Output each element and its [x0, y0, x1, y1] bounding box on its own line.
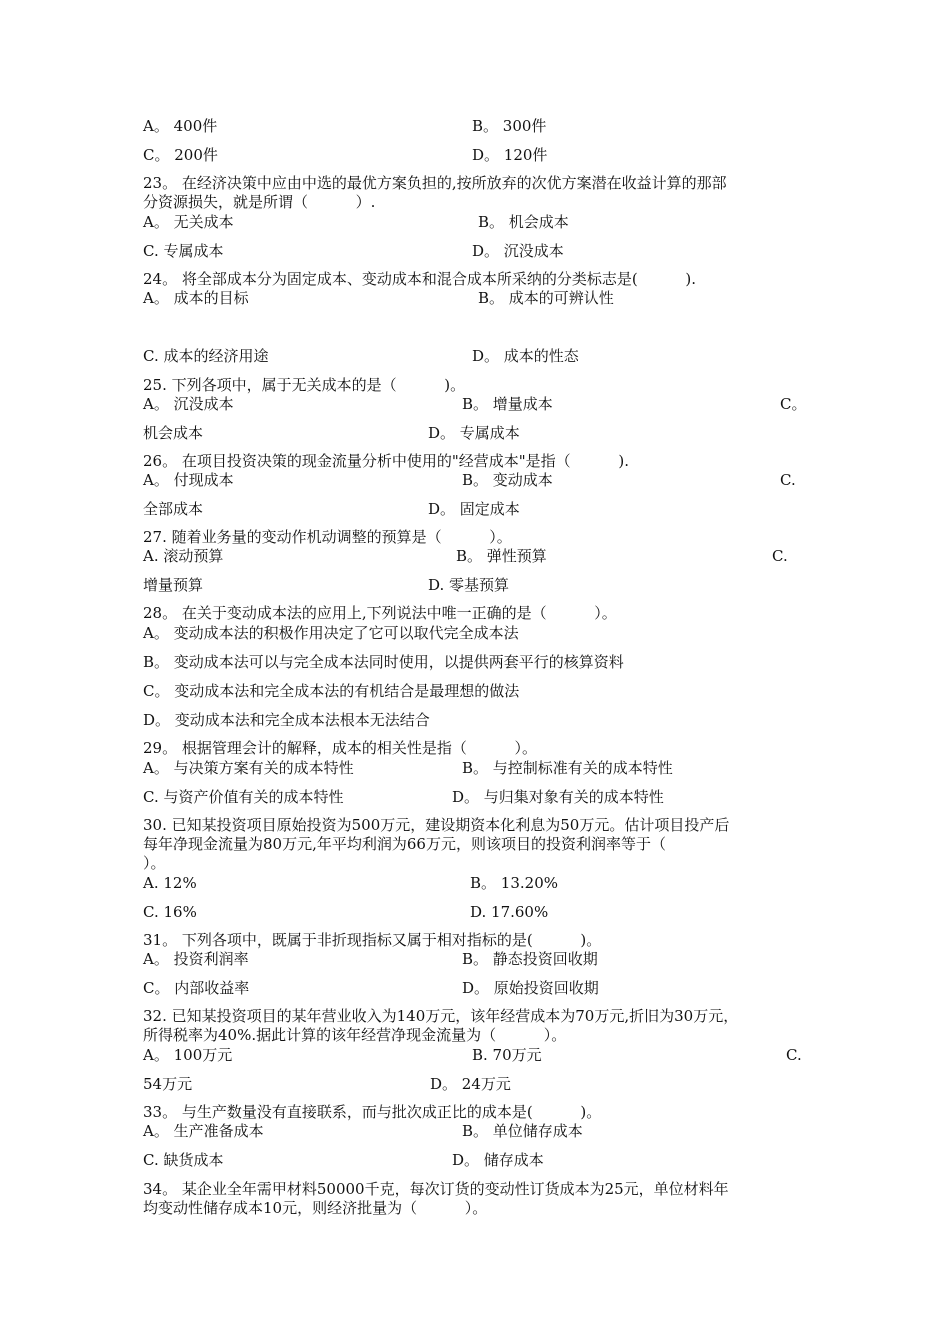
q22-option-a: A。 400件	[143, 117, 218, 135]
q23-option-a: A。 无关成本	[143, 213, 234, 231]
q30-stem-line3: ）。	[143, 854, 166, 872]
q30-option-d: D. 17.60%	[470, 903, 549, 921]
q24-option-c: C. 成本的经济用途	[143, 347, 269, 365]
q23-stem-line2: 分资源损失，就是所谓（ ）.	[143, 193, 376, 211]
q23-stem-line1: 23。 在经济决策中应由中选的最优方案负担的,按所放弃的次优方案潜在收益计算的那部	[143, 174, 727, 192]
q28-option-a: A。 变动成本法的积极作用决定了它可以取代完全成本法	[143, 624, 519, 642]
q25-stem: 25. 下列各项中，属于无关成本的是（ )。	[143, 376, 466, 394]
q27-option-a: A. 滚动预算	[143, 547, 224, 565]
q30-option-b: B。 13.20%	[470, 874, 558, 892]
q28-option-c: C。 变动成本法和完全成本法的有机结合是最理想的做法	[143, 682, 520, 700]
q28-stem: 28。 在关于变动成本法的应用上,下列说法中唯一正确的是（ ）。	[143, 604, 617, 622]
q33-option-b: B。 单位储存成本	[462, 1122, 583, 1140]
q32-option-c-text: 54万元	[143, 1075, 193, 1093]
q33-stem: 33。 与生产数量没有直接联系，而与批次成正比的成本是( )。	[143, 1103, 602, 1121]
q31-option-a: A。 投资利润率	[143, 950, 249, 968]
q22-option-b: B。 300件	[472, 117, 547, 135]
q32-option-d: D。 24万元	[430, 1075, 511, 1093]
q25-option-c-marker: C。	[780, 395, 807, 413]
q28-option-d: D。 变动成本法和完全成本法根本无法结合	[143, 711, 430, 729]
q24-option-a: A。 成本的目标	[143, 289, 249, 307]
q25-option-a: A。 沉没成本	[143, 395, 234, 413]
q22-option-d: D。 120件	[472, 146, 548, 164]
q27-option-d: D. 零基预算	[428, 576, 510, 594]
q29-option-d: D。 与归集对象有关的成本特性	[452, 788, 664, 806]
q31-option-c: C。 内部收益率	[143, 979, 250, 997]
q23-option-c: C. 专属成本	[143, 242, 224, 260]
q33-option-c: C. 缺货成本	[143, 1151, 224, 1169]
q32-stem-line1: 32. 已知某投资项目的某年营业收入为140万元，该年经营成本为70万元,折旧为30万元，	[143, 1007, 739, 1025]
q26-option-c-marker: C.	[780, 471, 796, 489]
q26-option-b: B。 变动成本	[462, 471, 553, 489]
q27-option-c-text: 增量预算	[143, 576, 204, 594]
q24-stem: 24。 将全部成本分为固定成本、变动成本和混合成本所采纳的分类标志是( ).	[143, 270, 697, 288]
q32-option-b: B. 70万元	[472, 1046, 542, 1064]
q31-option-b: B。 静态投资回收期	[462, 950, 598, 968]
q25-option-b: B。 增量成本	[462, 395, 553, 413]
q28-option-b: B。 变动成本法可以与完全成本法同时使用，以提供两套平行的核算资料	[143, 653, 624, 671]
q27-option-b: B。 弹性预算	[456, 547, 547, 565]
q30-stem-line1: 30. 已知某投资项目原始投资为500万元，建设期资本化利息为50万元。估计项目投产后	[143, 816, 730, 834]
q29-stem: 29。 根据管理会计的解释，成本的相关性是指（ ）。	[143, 739, 538, 757]
q29-option-b: B。 与控制标准有关的成本特性	[462, 759, 673, 777]
q32-option-c-marker: C.	[786, 1046, 802, 1064]
q33-option-a: A。 生产准备成本	[143, 1122, 264, 1140]
q26-option-a: A。 付现成本	[143, 471, 234, 489]
q26-option-c-text: 全部成本	[143, 500, 204, 518]
q32-stem-line2: 所得税率为40%.据此计算的该年经营净现金流量为（ ）。	[143, 1026, 567, 1044]
q29-option-a: A。 与决策方案有关的成本特性	[143, 759, 354, 777]
q27-option-c-marker: C.	[772, 547, 788, 565]
q33-option-d: D。 储存成本	[452, 1151, 544, 1169]
q23-option-b: B。 机会成本	[478, 213, 569, 231]
q30-option-c: C. 16%	[143, 903, 197, 921]
q34-stem-line2: 均变动性储存成本10元，则经济批量为（ ）。	[143, 1199, 488, 1217]
q31-option-d: D。 原始投资回收期	[462, 979, 599, 997]
q32-option-a: A。 100万元	[143, 1046, 233, 1064]
q34-stem-line1: 34。 某企业全年需甲材料50000千克，每次订货的变动性订货成本为25元，单位材料年	[143, 1180, 729, 1198]
q24-option-d: D。 成本的性态	[472, 347, 579, 365]
q30-option-a: A. 12%	[143, 874, 197, 892]
q29-option-c: C. 与资产价值有关的成本特性	[143, 788, 344, 806]
q22-option-c: C。 200件	[143, 146, 218, 164]
q31-stem: 31。 下列各项中，既属于非折现指标又属于相对指标的是( )。	[143, 931, 602, 949]
q24-option-b: B。 成本的可辨认性	[478, 289, 614, 307]
q26-option-d: D。 固定成本	[428, 500, 520, 518]
q25-option-c-text: 机会成本	[143, 424, 204, 442]
q26-stem: 26。 在项目投资决策的现金流量分析中使用的"经营成本"是指（ ).	[143, 452, 629, 470]
q27-stem: 27. 随着业务量的变动作机动调整的预算是（ ）。	[143, 528, 512, 546]
q25-option-d: D。 专属成本	[428, 424, 520, 442]
q30-stem-line2: 每年净现金流量为80万元,年平均利润为66万元，则该项目的投资利润率等于（	[143, 835, 666, 853]
q23-option-d: D。 沉没成本	[472, 242, 564, 260]
